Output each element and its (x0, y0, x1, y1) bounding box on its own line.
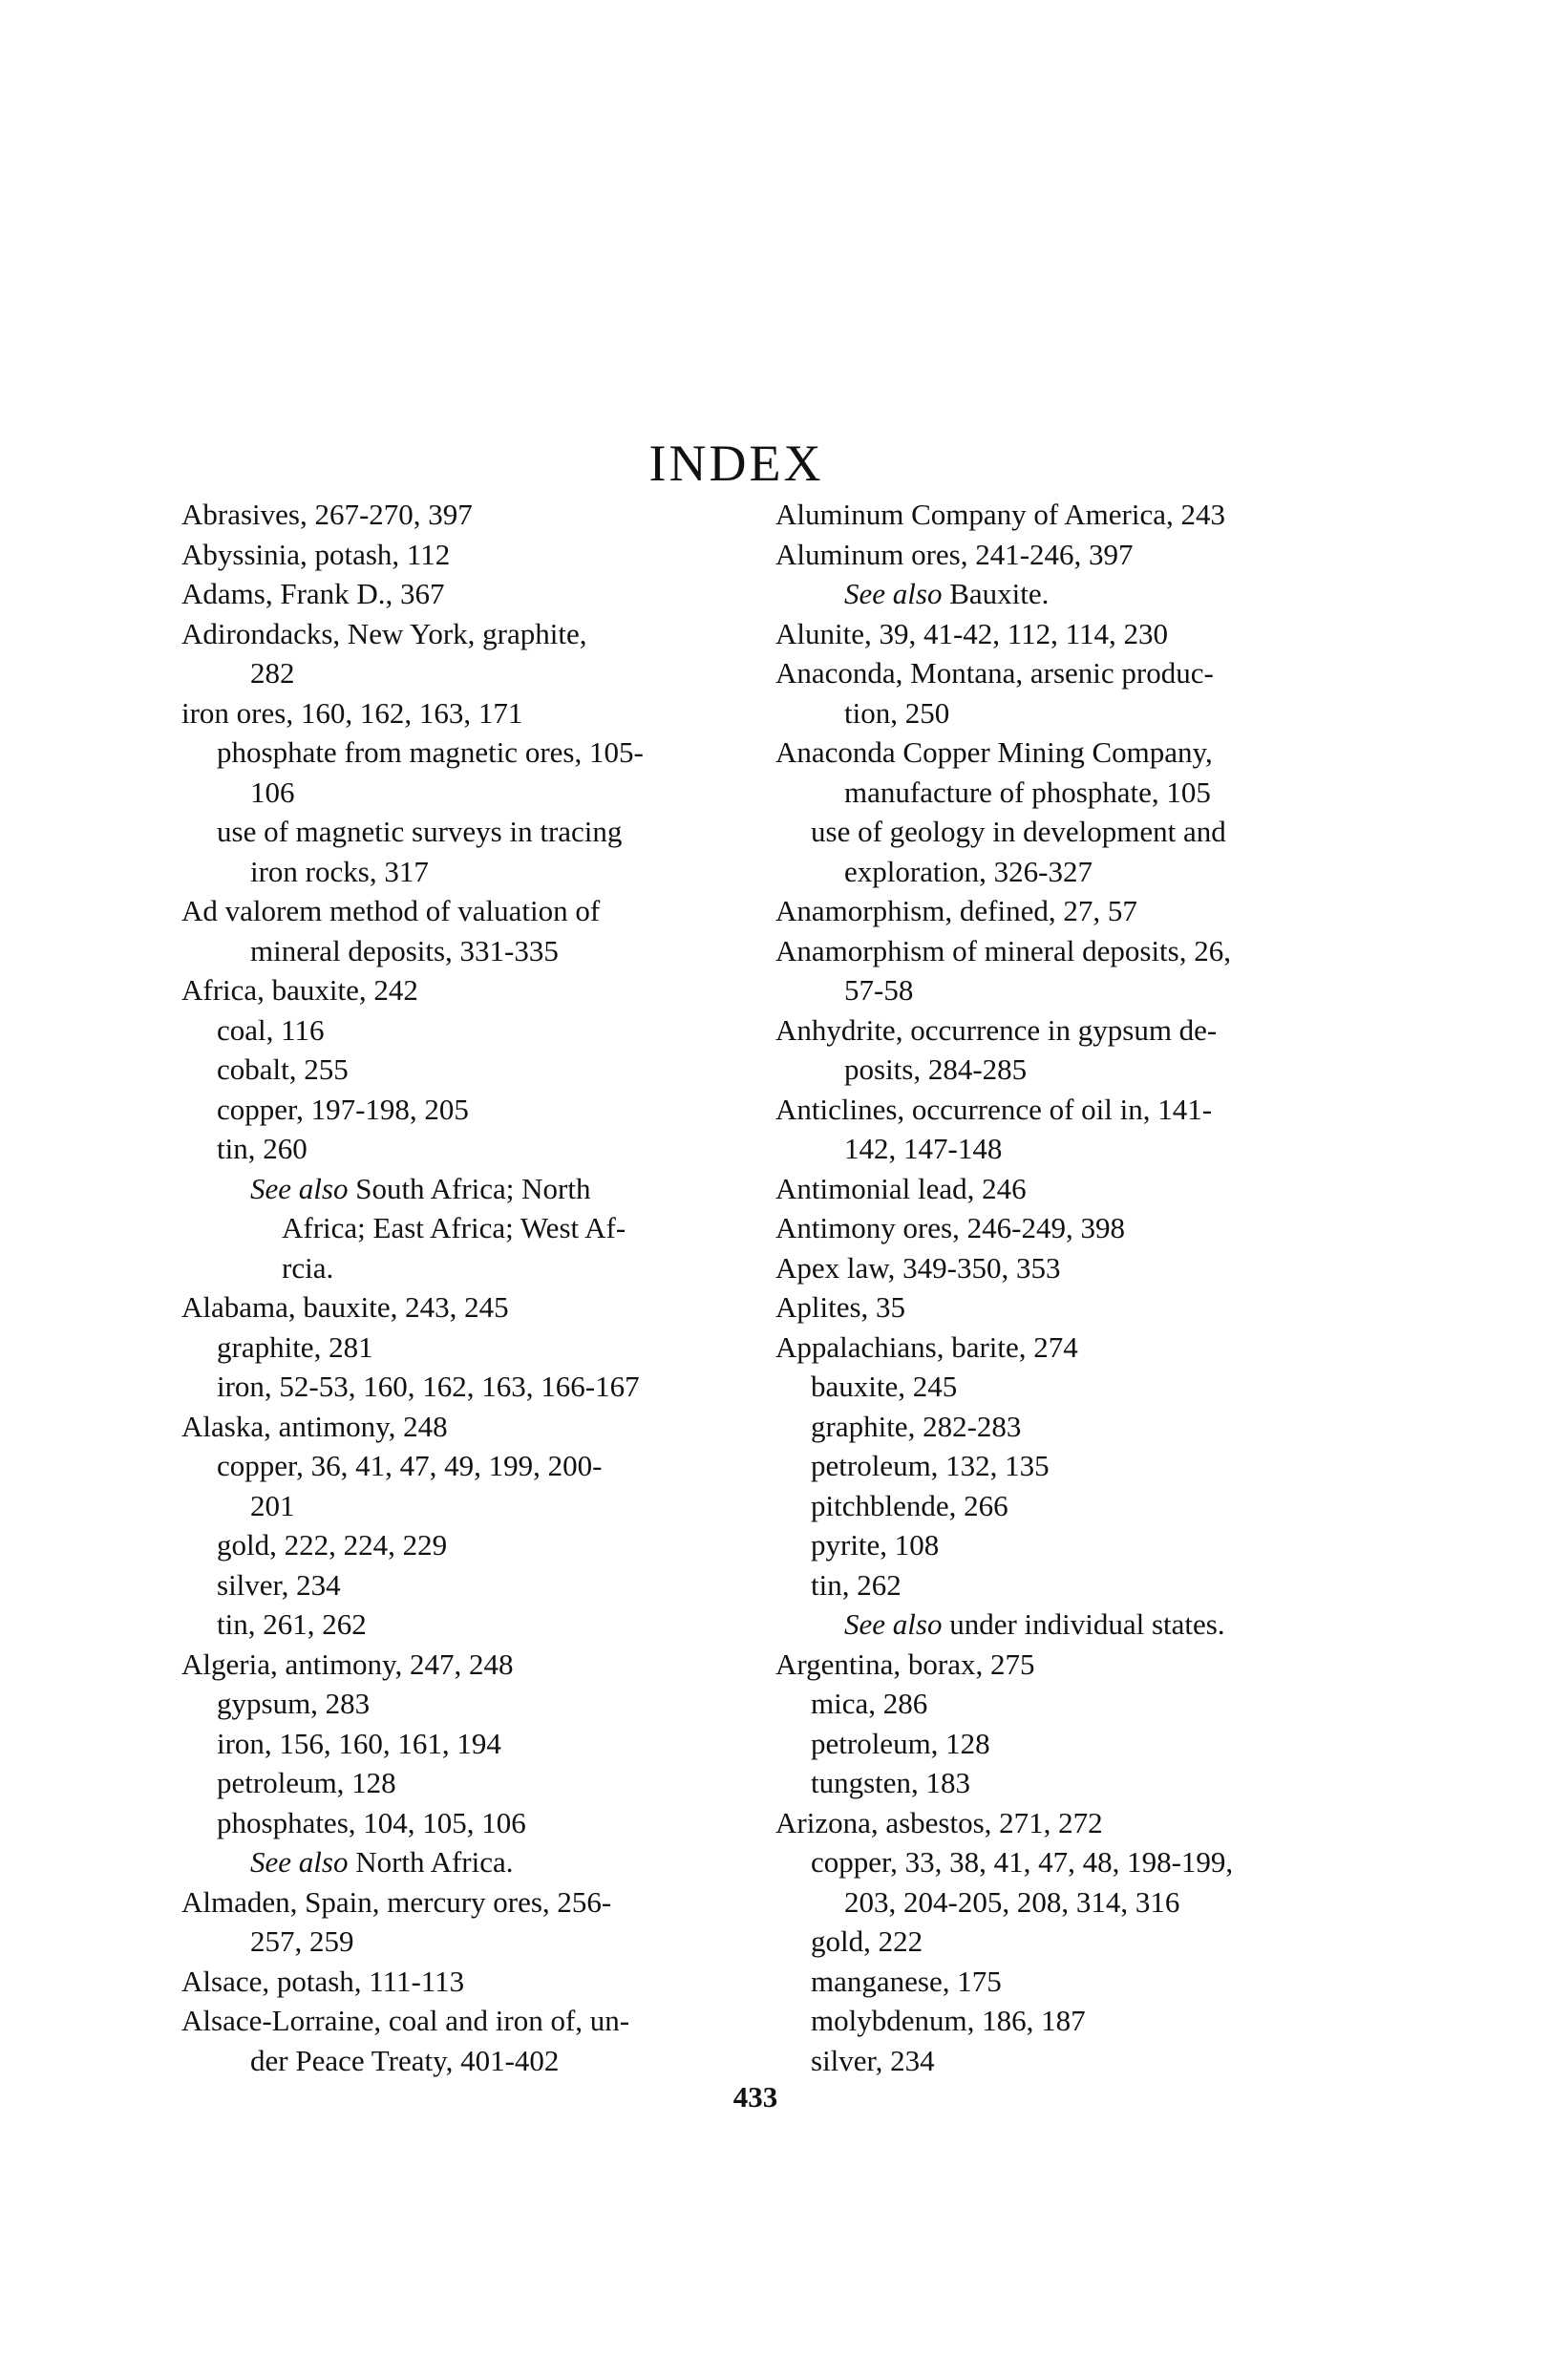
index-entry-text: tin, 261, 262 (217, 1607, 367, 1641)
index-entry-text: 142, 147-148 (844, 1132, 1003, 1165)
index-entry-line (181, 1684, 735, 1724)
index-entry-text: Ad valorem method of valuation of (181, 894, 601, 927)
index-entry-line (181, 1842, 735, 1882)
index-column-right (775, 495, 1329, 2080)
index-entry-text: 282 (250, 656, 295, 690)
index-entry-text: mineral deposits, 331-335 (250, 933, 559, 967)
index-entry-line (181, 1328, 735, 1368)
index-entry-line (181, 852, 735, 892)
index-entry-line (181, 574, 735, 614)
index-entry-line (181, 1962, 735, 2002)
index-entry-text: mica, 286 (811, 1687, 928, 1720)
index-entry-text: gypsum, 283 (217, 1687, 371, 1720)
index-entry-text: silver, 234 (811, 2043, 935, 2077)
index-entry-line (775, 1208, 1329, 1248)
index-entry-line (181, 2001, 735, 2041)
index-entry-line (775, 733, 1329, 773)
index-entry-line (181, 1645, 735, 1685)
page-number: 433 (732, 2080, 778, 2114)
index-entry-line (181, 970, 735, 1010)
index-entry-line (181, 1525, 735, 1565)
index-entry-text: bauxite, 245 (811, 1370, 958, 1403)
index-entry-line (181, 931, 735, 971)
index-entry-line (775, 1129, 1329, 1169)
index-entry-line (775, 1645, 1329, 1685)
index-entry-line (181, 495, 735, 535)
index-entry-text: tin, 262 (811, 1567, 902, 1602)
index-entry-line (181, 693, 735, 733)
index-entry-line (775, 614, 1329, 654)
index-entry-text: Alsace-Lorraine, coal and iron of, un- (181, 2004, 630, 2037)
index-entry-line (181, 1565, 735, 1605)
index-entry-text: Adirondacks, New York, graphite, (181, 616, 587, 650)
index-entry-line (775, 891, 1329, 931)
see-also-label: See also (844, 577, 943, 610)
index-entry-text: Appalachians, barite, 274 (775, 1329, 1078, 1364)
index-entry-line (181, 1803, 735, 1843)
index-entry-line (181, 773, 735, 813)
index-entry-line (775, 1724, 1329, 1764)
index-entry-text: Algeria, antimony, 247, 248 (181, 1647, 514, 1681)
index-entry-text: Alsace, potash, 111-113 (181, 1964, 465, 1998)
index-entry-line (775, 931, 1329, 971)
index-entry-line (181, 1407, 735, 1447)
index-entry-text: Adams, Frank D., 367 (181, 577, 445, 610)
index-entry-line (775, 1248, 1329, 1288)
index-entry-line (181, 1208, 735, 1248)
index-entry-text: graphite, 282-283 (811, 1409, 1022, 1443)
index-entry-text: Alaska, antimony, 248 (181, 1409, 448, 1443)
index-entry-text: copper, 36, 41, 47, 49, 199, 200- (217, 1449, 603, 1482)
index-column-left (181, 495, 735, 2080)
index-entry-text: 106 (250, 775, 295, 809)
index-entry-text: der Peace Treaty, 401-402 (250, 2043, 560, 2077)
index-entry-text: Anaconda Copper Mining Company, (775, 735, 1213, 769)
index-entry-text: tin, 260 (217, 1132, 308, 1165)
index-entry-text: Almaden, Spain, mercury ores, 256- (181, 1884, 612, 1919)
index-entry-line (181, 812, 735, 852)
index-entry-text: rcia. (282, 1250, 334, 1285)
index-entry-text: phosphate from magnetic ores, 105- (217, 735, 644, 769)
index-entry-text: Antimony ores, 246-249, 398 (775, 1211, 1125, 1244)
index-entry-line (181, 614, 735, 654)
index-entry-line (181, 1129, 735, 1169)
index-entry-text: Aluminum ores, 241-246, 397 (775, 537, 1134, 571)
index-entry-text: Antimonial lead, 246 (775, 1171, 1027, 1205)
index-entry-text: Anticlines, occurrence of oil in, 141- (775, 1092, 1213, 1126)
index-entry-text: Anamorphism, defined, 27, 57 (775, 894, 1137, 927)
page-title: INDEX (648, 435, 824, 493)
index-entry-text: use of magnetic surveys in tracing (217, 815, 623, 848)
index-entry-text: tungsten, 183 (811, 1766, 971, 1799)
index-entry-line (181, 1367, 735, 1407)
index-entry-line (181, 1486, 735, 1526)
index-entry-line (181, 1882, 735, 1923)
index-entry-line (775, 1763, 1329, 1803)
index-entry-text: iron, 52-53, 160, 162, 163, 166-167 (217, 1370, 640, 1403)
index-entry-text: posits, 284-285 (844, 1052, 1028, 1086)
index-entry-text: pyrite, 108 (811, 1528, 940, 1562)
see-also-label: See also (844, 1607, 943, 1641)
index-entry-text: North Africa. (348, 1845, 514, 1879)
index-entry-line (181, 1090, 735, 1130)
index-entry-text: pitchblende, 266 (811, 1488, 1008, 1522)
index-entry-line (181, 1010, 735, 1051)
index-entry-line (775, 773, 1329, 813)
index-entry-line (775, 1565, 1329, 1605)
index-entry-text: gold, 222, 224, 229 (217, 1528, 448, 1562)
index-entry-line (775, 1367, 1329, 1407)
index-entry-text: Anhydrite, occurrence in gypsum de- (775, 1012, 1218, 1047)
index-entry-text: cobalt, 255 (217, 1052, 349, 1086)
index-entry-line (775, 653, 1329, 693)
index-entry-line (775, 1922, 1329, 1962)
index-entry-line (775, 1287, 1329, 1328)
index-entry-line (775, 693, 1329, 733)
index-entry-text: phosphates, 104, 105, 106 (217, 1805, 526, 1839)
index-entry-text: graphite, 281 (217, 1329, 373, 1364)
index-entry-line (775, 1803, 1329, 1843)
index-entry-line (181, 1287, 735, 1328)
index-entry-line (775, 535, 1329, 575)
index-entry-line (181, 891, 735, 931)
index-entry-text: gold, 222 (811, 1924, 923, 1958)
index-entry-text: Aplites, 35 (775, 1290, 906, 1324)
index-entry-line (775, 1090, 1329, 1130)
index-entry-text: 257, 259 (250, 1924, 354, 1958)
index-entry-line (775, 852, 1329, 892)
index-entry-line (775, 1962, 1329, 2002)
index-entry-text: Alunite, 39, 41-42, 112, 114, 230 (775, 616, 1169, 650)
index-entry-line (775, 1010, 1329, 1051)
index-entry-text: Anaconda, Montana, arsenic produc- (775, 656, 1214, 690)
index-entry-text: Africa, bauxite, 242 (181, 973, 418, 1007)
index-entry-text: Africa; East Africa; West Af- (282, 1211, 626, 1244)
index-entry-text: manufacture of phosphate, 105 (844, 775, 1211, 809)
index-entry-line (775, 1882, 1329, 1923)
index-entry-text: coal, 116 (217, 1012, 325, 1047)
see-also-label: See also (250, 1171, 349, 1205)
index-entry-line (181, 2041, 735, 2081)
index-entry-line (775, 574, 1329, 614)
index-entry-text: Aluminum Company of America, 243 (775, 498, 1225, 531)
index-entry-line (775, 1407, 1329, 1447)
index-entry-line (181, 1050, 735, 1090)
index-entry-line (775, 2001, 1329, 2041)
index-entry-line (181, 1169, 735, 1209)
index-entry-line (775, 495, 1329, 535)
index-entry-line (181, 1248, 735, 1288)
index-entry-line (775, 2041, 1329, 2081)
index-entry-text: 203, 204-205, 208, 314, 316 (844, 1884, 1180, 1919)
index-entry-line (181, 653, 735, 693)
index-entry-line (181, 1446, 735, 1486)
index-entry-text: Abyssinia, potash, 112 (181, 537, 451, 571)
index-entry-line (181, 1604, 735, 1645)
index-entry-text: silver, 234 (217, 1567, 341, 1602)
index-entry-line (775, 1842, 1329, 1882)
index-entry-line (775, 812, 1329, 852)
index-entry-line (775, 1525, 1329, 1565)
index-entry-text: Arizona, asbestos, 271, 272 (775, 1805, 1103, 1839)
index-entry-text: Apex law, 349-350, 353 (775, 1250, 1061, 1285)
index-entry-text: under individual states. (942, 1607, 1225, 1641)
index-entry-line (181, 1763, 735, 1803)
index-entry-text: use of geology in development and (811, 815, 1226, 848)
index-entry-text: petroleum, 128 (811, 1726, 990, 1760)
index-entry-line (775, 1604, 1329, 1645)
index-entry-text: manganese, 175 (811, 1964, 1002, 1998)
see-also-label: See also (250, 1845, 349, 1879)
index-entry-text: petroleum, 132, 135 (811, 1449, 1050, 1482)
index-entry-line (775, 1050, 1329, 1090)
index-entry-text: petroleum, 128 (217, 1766, 396, 1799)
index-entry-line (775, 1328, 1329, 1368)
index-entry-text: 57-58 (844, 973, 914, 1007)
index-entry-line (775, 1446, 1329, 1486)
index-entry-text: molybdenum, 186, 187 (811, 2004, 1086, 2037)
index-entry-text: Bauxite. (942, 577, 1050, 610)
index-entry-text: exploration, 326-327 (844, 854, 1093, 888)
index-entry-text: Anamorphism of mineral deposits, 26, (775, 933, 1231, 967)
index-entry-text: tion, 250 (844, 695, 950, 730)
index-entry-line (181, 733, 735, 773)
index-entry-text: Argentina, borax, 275 (775, 1647, 1035, 1681)
index-entry-text: iron ores, 160, 162, 163, 171 (181, 695, 523, 730)
index-entry-text: 201 (250, 1488, 295, 1522)
index-entry-line (775, 970, 1329, 1010)
index-entry-text: Alabama, bauxite, 243, 245 (181, 1290, 509, 1324)
index-entry-line (775, 1684, 1329, 1724)
index-entry-line (181, 535, 735, 575)
index-entry-text: copper, 197-198, 205 (217, 1092, 469, 1126)
index-entry-line (181, 1724, 735, 1764)
index-entry-text: copper, 33, 38, 41, 47, 48, 198-199, (811, 1845, 1234, 1879)
index-entry-text: iron, 156, 160, 161, 194 (217, 1726, 501, 1760)
index-entry-text: Abrasives, 267-270, 397 (181, 498, 473, 531)
index-entry-line (775, 1169, 1329, 1209)
index-entry-text: iron rocks, 317 (250, 854, 429, 888)
index-entry-text: South Africa; North (348, 1171, 591, 1205)
index-entry-line (181, 1922, 735, 1962)
index-entry-line (775, 1486, 1329, 1526)
